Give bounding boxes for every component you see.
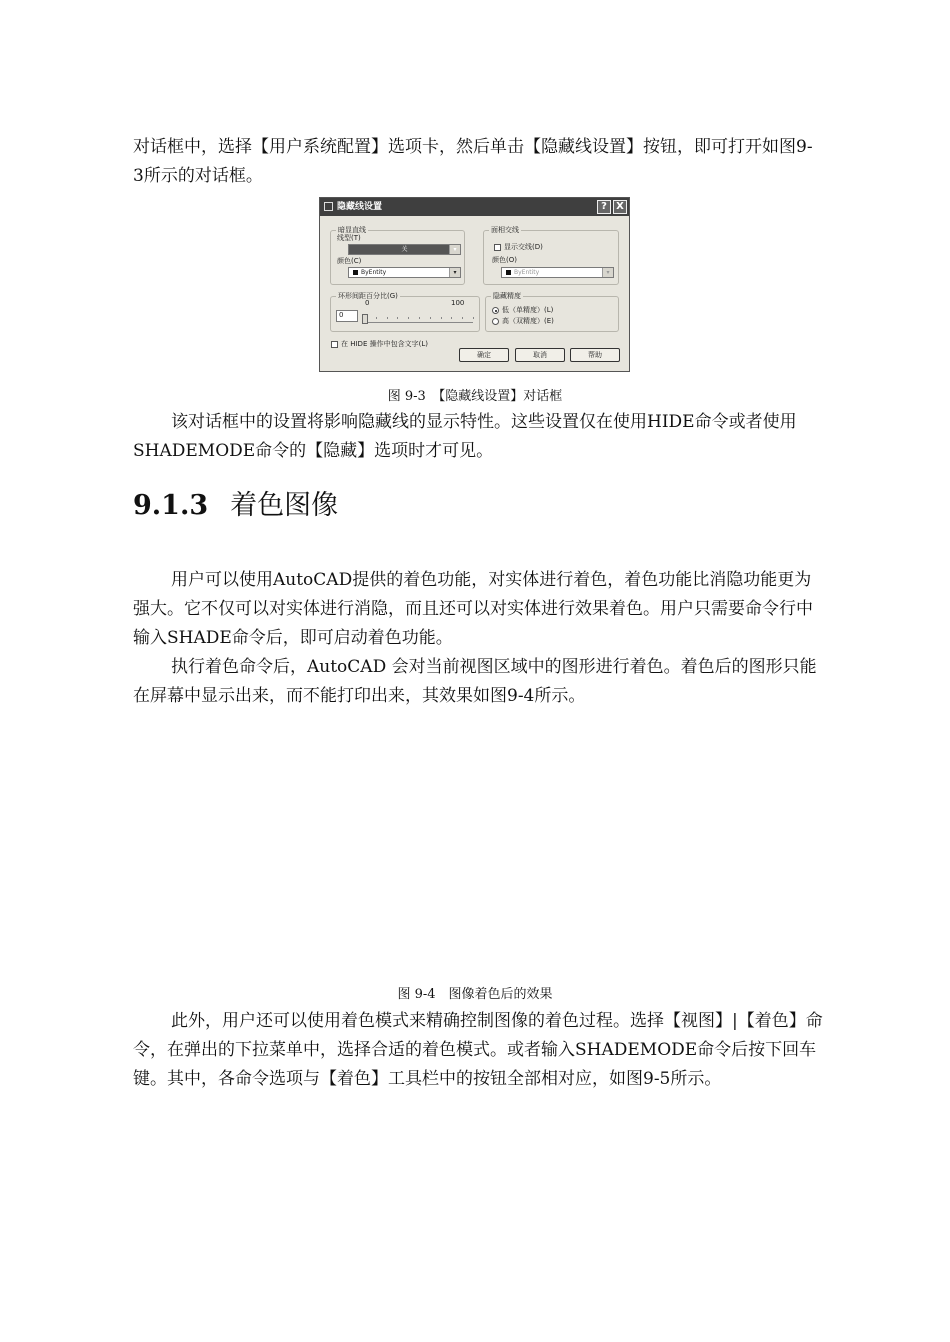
slider-tick: [462, 317, 463, 319]
slider-tick: [397, 317, 398, 319]
include-text-label: 在 HIDE 操作中包含文字(L): [341, 340, 428, 348]
chevron-down-icon: ▾: [449, 245, 460, 254]
slider-tick: [408, 317, 409, 319]
slider-tick: [430, 317, 431, 319]
chevron-down-icon: ▾: [449, 268, 460, 277]
halo-max-label: 100: [451, 299, 465, 307]
precision-group: [485, 292, 619, 332]
help-icon[interactable]: ?: [597, 200, 611, 214]
ok-button[interactable]: 确定: [459, 348, 509, 362]
face-color-label: 颜色(O): [492, 256, 517, 264]
linetype-select[interactable]: [348, 244, 461, 255]
halo-gap-group: [330, 292, 480, 332]
halo-min-label: 0: [365, 299, 370, 307]
figure-9-4-caption: 图 9-4 图像着色后的效果: [397, 987, 553, 1002]
face-color-swatch-icon: [506, 270, 511, 275]
high-precision-radio[interactable]: [492, 318, 499, 325]
slider-tick: [441, 317, 442, 319]
paragraph-shade-command: 执行着色命令后，AutoCAD 会对当前视图区域中的图形进行着色。着色后的图形只能在屏幕中显示出来，而不能打印出来，其效果如图9-4所示。: [133, 657, 817, 706]
color-swatch-icon: [353, 270, 358, 275]
slider-tick: [387, 317, 388, 319]
section-heading: [133, 488, 338, 524]
face-color-value: ByEntity: [514, 269, 540, 276]
color-label: 颜色(C): [337, 257, 362, 265]
slider-tick: [376, 317, 377, 319]
face-color-select[interactable]: [501, 267, 614, 278]
low-precision-radio[interactable]: [492, 307, 499, 314]
figure-9-3-caption: 图 9-3 【隐藏线设置】对话框: [387, 389, 563, 404]
hidden-line-settings-dialog: [319, 197, 630, 372]
halo-gap-group-label: 环形间距百分比(G): [338, 292, 398, 300]
halo-gap-input[interactable]: 0: [336, 310, 358, 322]
dialog-title: 隐藏线设置: [337, 202, 383, 212]
obscured-lines-group: [330, 226, 465, 285]
show-intersections-checkbox[interactable]: [494, 244, 501, 251]
dialog-titlebar: [320, 198, 629, 216]
slider-tick: [419, 317, 420, 319]
show-intersections-label: 显示交线(D): [504, 243, 543, 251]
help-button[interactable]: 帮助: [570, 348, 620, 362]
face-intersections-group-label: 面相交线: [491, 226, 519, 234]
paragraph-shade-modes: 此外，用户还可以使用着色模式来精确控制图像的着色过程。选择【视图】|【着色】命令，在弹出的下拉菜单中，选择合适的着色模式。或者输入SHADEMODE命令后按下回车键。其中，各命令选项与【着色】工具栏中的按钮全部相对应，如图9-5所示。: [133, 1011, 823, 1089]
include-text-checkbox[interactable]: [331, 341, 338, 348]
section-number: 9.1.3: [133, 490, 209, 521]
chevron-down-icon: ▾: [602, 268, 613, 277]
linetype-label: 线型(T): [337, 234, 361, 242]
paragraph-intro: 对话框中，选择【用户系统配置】选项卡，然后单击【隐藏线设置】按钮，即可打开如图9-3所示的对话框。: [133, 137, 813, 186]
slider-tick: [451, 317, 452, 319]
high-precision-label: 高（双精度）(E): [502, 317, 554, 325]
close-icon[interactable]: X: [613, 200, 627, 214]
section-title: 着色图像: [230, 490, 339, 521]
paragraph-shade-intro: 用户可以使用AutoCAD提供的着色功能，对实体进行着色，着色功能比消隐功能更为强大。它不仅可以对实体进行消隐，而且还可以对实体进行效果着色。用户只需要命令行中输入SHADE命令后，即可启动着色功能。: [133, 570, 813, 648]
slider-tick: [473, 317, 474, 319]
halo-slider-thumb[interactable]: [362, 314, 368, 324]
precision-group-label: 隐藏精度: [493, 292, 521, 300]
dialog-app-icon: [324, 202, 333, 211]
color-value: ByEntity: [361, 269, 387, 276]
paragraph-dialog-effect: 该对话框中的设置将影响隐藏线的显示特性。这些设置仅在使用HIDE命令或者使用SHADEMODE命令的【隐藏】选项时才可见。: [133, 412, 797, 461]
halo-slider-track: [365, 322, 473, 323]
obscured-lines-group-label: 暗显直线: [338, 226, 366, 234]
low-precision-label: 低（单精度）(L): [502, 306, 554, 314]
cancel-button[interactable]: 取消: [515, 348, 565, 362]
color-select[interactable]: [348, 267, 461, 278]
linetype-value: 关: [401, 246, 408, 253]
face-intersections-group: [483, 226, 619, 285]
